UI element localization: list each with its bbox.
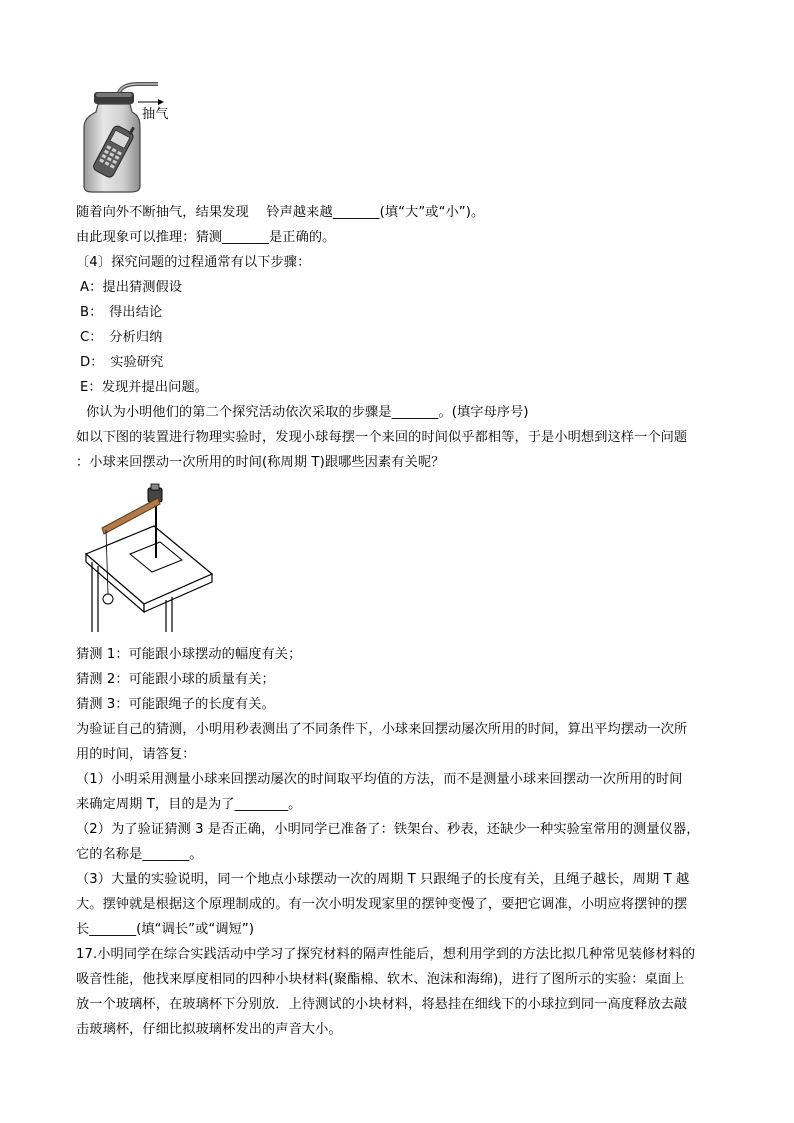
guess-2: 猜测 2：可能跟小球的质量有关； [76, 672, 275, 687]
question-1-line-1: （1）小明采用测量小球来回摆动屡次的时间取平均值的方法，而不是测量小球来回摆动一次所用的时间 [76, 772, 683, 787]
problem-17-line-3: 放一个玻璃杯，在玻璃杯下分别放．上待测试的小块材料，将悬挂在细线下的小球拉到同一高度释放去敲 [76, 997, 688, 1012]
text-line-16: 用的时间，请答复： [76, 747, 196, 762]
guess-1: 猜测 1：可能跟小球摆动的幅度有关； [76, 647, 302, 662]
guess-3: 猜测 3：可能跟绳子的长度有关。 [76, 697, 275, 712]
step-d: D： 实验研究 [80, 355, 164, 370]
problem-17-line-4: 击玻璃杯，仔细比拟玻璃杯发出的声音大小。 [76, 1022, 342, 1037]
text-line-1: 随着向外不断抽气，结果发现 铃声越来越_______(填“大”或“小”)。 [76, 205, 485, 220]
question-2-line-2: 它的名称是_______。 [76, 847, 203, 862]
question-1-line-2: 来确定周期 T，目的是为了________。 [76, 797, 302, 812]
pendulum-figure [84, 482, 214, 634]
step-a: A：提出猜测假设 [80, 280, 183, 295]
step-e: E：发现并提出问题。 [80, 380, 209, 395]
step-c: C： 分析归纳 [80, 330, 163, 345]
bell-jar-figure [78, 82, 188, 194]
text-line-11: ：小球来回摆动一次所用的时间(称周期 T)跟哪些因素有关呢？ [76, 455, 445, 470]
text-line-15: 为验证自己的猜测，小明用秒表测出了不同条件下，小球来回摆动屡次所用的时间，算出平均摆动一次所 [76, 722, 688, 737]
question-2-line-1: （2）为了验证猜测 3 是否正确，小明同学已准备了：铁架台、秒表，还缺少一种实验室常用的测量仪器， [76, 822, 700, 837]
text-line-9: 你认为小明他们的第二个探究活动依次采取的步骤是_______。(填字母序号) [86, 405, 529, 420]
text-line-2: 由此现象可以推理：猜测_______是正确的。 [76, 230, 336, 245]
step-b: B： 得出结论 [80, 305, 163, 320]
question-3-line-1: （3）大量的实验说明，同一个地点小球摆动一次的周期 T 只跟绳子的长度有关，且绳子越长，周期 T 越 [76, 872, 690, 887]
problem-17-line-2: 吸音性能，他找来厚度相同的四种小块材料(聚酯棉、软木、泡沫和海绵)，进行了图所示的实验：桌面上 [76, 972, 685, 987]
question-3-line-2: 大。摆钟就是根据这个原理制成的。有一次小明发现家里的摆钟变慢了，要把它调准，小明应将摆钟的摆 [76, 897, 688, 912]
question-3-line-3: 长_______(填“调长”或“调短”) [76, 922, 255, 937]
pump-air-label: 抽气 [142, 107, 169, 122]
problem-17-line-1: 17.小明同学在综合实践活动中学习了探究材料的隔声性能后，想利用学到的方法比拟几种常见装修材料的 [76, 947, 696, 962]
text-line-3: 〔4〕探究问题的过程通常有以下步骤： [76, 255, 311, 270]
text-line-10: 如以下图的装置进行物理实验时，发现小球每摆一个来回的时间似乎都相等，于是小明想到这样一个问题 [76, 430, 688, 445]
